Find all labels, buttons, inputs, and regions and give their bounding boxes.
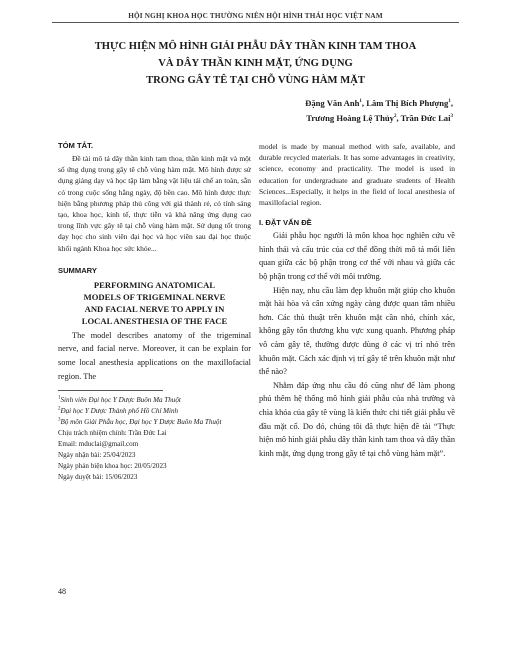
abstract-vi-heading: TÓM TẮT.	[58, 141, 94, 150]
title-line: THỰC HIỆN MÔ HÌNH GIẢI PHẪU DÂY THẦN KINH TAM THOA	[94, 41, 417, 52]
affiliation-1: Sinh viên Đại học Y Dược Buôn Ma Thuột	[60, 396, 181, 405]
affiliation-3: Bộ môn Giải Phẫu học, Đại học Y Dược Buôn Ma Thuột	[60, 418, 222, 427]
summary-text-part1: The model describes anatomy of the trigeminal nerve, and facial nerve. Moreover, it can be explain for some local anesthesia applications on the maxillofacial region. The	[58, 330, 251, 381]
intro-paragraph: Giải phẫu học người là môn khoa học nghiên cứu về hình thái và cấu trúc của cơ thể đồng thời mô tả mối liên quan giữa các bộ phận trong cơ thể với nhau và giữa các bộ phận trong cơ thể với môi trường.	[259, 231, 455, 281]
left-column	[58, 141, 251, 483]
page-number: 48	[58, 587, 66, 596]
title-line: TRONG GÂY TÊ TẠI CHỖ VÙNG HÀM MẶT	[146, 75, 365, 86]
summary-text-part2: model is made by manual method with safe, available, and durable recycled materials. It has some advantages in creativity, science, economy and practicality. The model is used in education for undergraduate and graduate students of Health Sciences...Especially, it helps in the field of local anesthesia of maxillofacial region.	[259, 142, 455, 208]
author-affiliation-mark: 1	[359, 99, 362, 105]
author-name: Trần Đức Lai	[400, 113, 451, 123]
author-name: Trương Hoàng Lệ Thủy	[306, 113, 394, 123]
author-affiliation-mark: 1	[448, 99, 451, 105]
received-date: Ngày nhận bài: 25/04/2023	[58, 451, 136, 460]
intro-paragraph: Hiện nay, nhu cầu làm đẹp khuôn mặt giúp cho khuôn mặt hài hòa và cân xứng ngày càng được quan tâm nhiều hơn. Các thủ thuật trên khuôn mặt cần nhỏ, chính xác, không gây tổn thương khu vực xung quanh. Phương pháp vô cảm gây tê, thường được dùng ở các vị trí nhỏ trên khuôn mặt. Cách xác định vị trí gây tê trên khuôn mặt như thế nào?	[259, 285, 455, 377]
header-rule	[52, 22, 459, 23]
email-link[interactable]: Email: mduclai@gmail.com	[58, 440, 139, 449]
summary-title-line: LOCAL ANESTHESIA OF THE FACE	[81, 315, 228, 326]
summary-title-line: AND FACIAL NERVE TO APPLY IN	[84, 303, 225, 314]
paper-title	[40, 38, 471, 89]
author-name: Đặng Văn Anh	[305, 98, 360, 108]
summary-title	[58, 279, 251, 327]
affiliation-2: Đại học Y Dược Thành phố Hồ Chí Minh	[60, 407, 179, 416]
footnote-mark: 1	[58, 395, 61, 401]
author-affiliation-mark: 2	[393, 114, 397, 120]
intro-paragraph: Nhằm đáp ứng nhu cầu đó cũng như để làm phong phú thêm hệ thống mô hình giải phẫu của nhà trường và chìa khóa của gây tê vùng là kiến thức chi tiết giải phẫu về đầu mặt cổ. Do đó, chúng tôi đã thực hiện đề tài “Thực hiện mô hình giải phẫu dây thần kinh tam thoa và dây thần kinh mặt, ứng dụng trong gây tê tại chỗ vùng hàm mặt”.	[259, 380, 455, 458]
summary-title-line: MODELS OF TRIGEMINAL NERVE	[83, 291, 226, 302]
footnotes	[58, 395, 251, 483]
footnote-mark: 2	[58, 406, 61, 412]
title-line: VÀ DÂY THẦN KINH MẶT, ỨNG DỤNG	[158, 58, 353, 69]
footnote-mark: 3	[58, 417, 61, 423]
author-affiliation-mark: 3	[450, 114, 453, 120]
abstract-vi-text: Đề tài mô tả dây thần kinh tam thoa, thần kinh mặt và một số ứng dụng trong gây tê chỗ vùng hàm mặt. Mô hình được sử dụng giảng dạy và học tập làm bằng vật liệu tái chế an toàn, sẵn có trong cuộc sống hằng ngày, độ bền cao. Mô hình được thực hiện bằng phương pháp thủ công với giá thành rẻ, có tính sáng tạo, khoa học, kinh tế, thực tiễn và khả năng ứng dụng cao trong lĩnh vực gây tê tại chỗ vùng hàm mặt. Sử dụng tốt trong dạy học cho sinh viên đại học và học viên sau đại học thuộc khối ngành Khoa học sức khỏe...	[58, 154, 251, 253]
author-name: Lâm Thị Bích Phượng	[366, 98, 449, 108]
corresponding-author: Chịu trách nhiệm chính: Trần Đức Lai	[58, 429, 167, 438]
right-column	[259, 141, 455, 460]
intro-heading: I. ĐẶT VẤN ĐỀ	[259, 218, 312, 228]
review-date: Ngày phản biện khoa học: 20/05/2023	[58, 462, 167, 471]
running-header: HỘI NGHỊ KHOA HỌC THƯỜNG NIÊN HỘI HÌNH THÁI HỌC VIỆT NAM	[128, 12, 383, 20]
summary-heading: SUMMARY	[58, 265, 97, 275]
summary-title-line: PERFORMING ANATOMICAL	[93, 279, 216, 290]
footnote-rule	[58, 390, 163, 391]
author-list: Đặng Văn Anh$^1$, Lâm Thị Bích Phượng$^1$, Trương Hoàng Lệ Thủy$^2$, Trần Đức Lai$^3$	[305, 98, 453, 123]
accepted-date: Ngày duyệt bài: 15/06/2023	[58, 473, 138, 482]
